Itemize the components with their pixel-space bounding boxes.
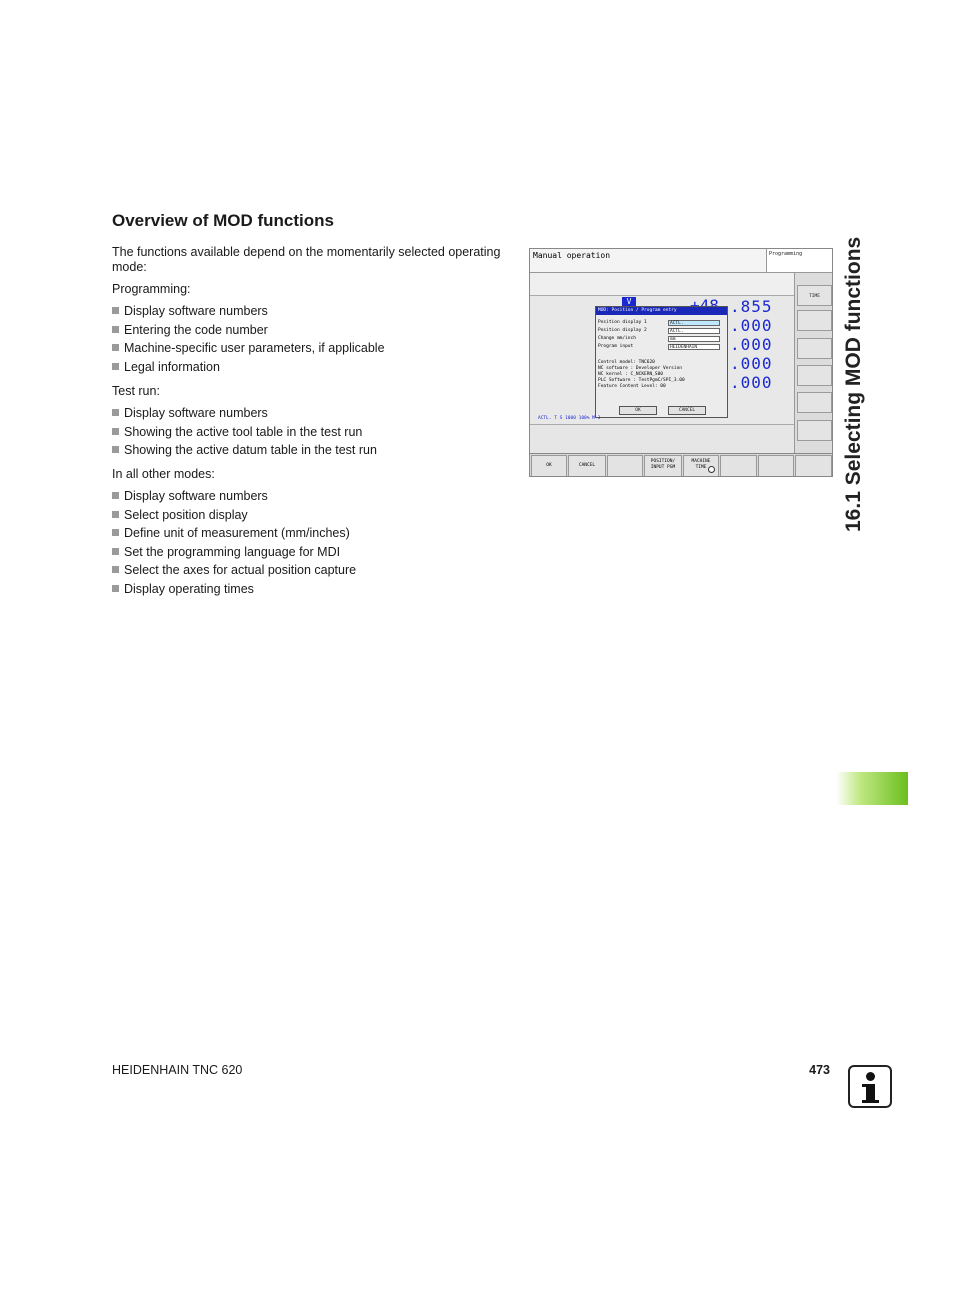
control-screenshot — [529, 248, 833, 477]
position-readout: .000 — [730, 335, 773, 354]
vertical-softkey[interactable] — [797, 310, 832, 331]
dialog-ok-button[interactable]: OK — [619, 406, 657, 415]
info-icon-stem — [866, 1084, 875, 1101]
info-line: Feature Content Level: 00 — [598, 384, 666, 389]
section-label-test-run: Test run: — [112, 384, 160, 398]
list-item: Define unit of measurement (mm/inches) — [112, 524, 356, 543]
position-readout: .000 — [730, 373, 773, 392]
bullet-square-icon — [112, 548, 119, 555]
field-label: Position display 2 — [598, 328, 647, 333]
section-heading: Overview of MOD functions — [112, 211, 334, 230]
empty-softkey[interactable] — [720, 455, 757, 477]
empty-softkey[interactable] — [795, 455, 832, 477]
info-line: NC kernel : C_NCKERN_S00 — [598, 372, 664, 377]
info-icon-base — [862, 1100, 879, 1103]
info-line: NC software : Developer Version — [598, 366, 682, 371]
info-icon-dot — [866, 1072, 875, 1081]
list-item: Display software numbers — [112, 302, 385, 321]
empty-softkey[interactable] — [758, 455, 794, 477]
bullet-square-icon — [112, 529, 119, 536]
chapter-tab-marker — [836, 772, 908, 805]
mod-dialog — [595, 306, 728, 418]
program-input-select[interactable]: HEIDENHAIN — [668, 344, 720, 350]
unit-select[interactable]: mm — [668, 336, 720, 342]
list-item: Select position display — [112, 506, 356, 525]
list-item: Display operating times — [112, 580, 356, 599]
softkey-line: MACHINE — [691, 459, 711, 464]
list-item: Set the programming language for MDI — [112, 543, 356, 562]
status-line: ACTL. T S 1000 100% M 3 — [538, 416, 601, 421]
position-display-2-select[interactable]: ACTL. — [668, 328, 720, 334]
programming-tab: Programming — [767, 249, 833, 273]
chapter-side-title: 16.1 Selecting MOD functions — [842, 236, 865, 532]
bullet-square-icon — [112, 326, 119, 333]
mode-title: Manual operation — [530, 249, 767, 273]
cancel-softkey[interactable]: CANCEL — [568, 455, 606, 477]
info-icon — [848, 1065, 892, 1108]
info-strip — [530, 273, 794, 296]
softkey-row — [530, 453, 833, 477]
axis-label: V — [622, 297, 636, 307]
test-run-list — [112, 404, 377, 460]
time-softkey[interactable]: TIME — [797, 285, 832, 306]
position-input-pgm-softkey[interactable] — [644, 455, 682, 477]
intro-text: The functions available depend on the momentarily selected operating mode: — [112, 245, 501, 274]
position-readout: .000 — [730, 354, 773, 373]
info-line: Control model: TNC620 — [598, 360, 655, 365]
bullet-square-icon — [112, 492, 119, 499]
list-item: Entering the code number — [112, 321, 385, 340]
ok-softkey[interactable]: OK — [531, 455, 567, 477]
softkey-line: TIME — [695, 465, 707, 470]
list-item: Display software numbers — [112, 487, 356, 506]
field-label: Change mm/inch — [598, 336, 636, 341]
machine-time-softkey[interactable] — [683, 455, 719, 477]
softkey-line: INPUT PGM — [650, 465, 676, 470]
vertical-softkey[interactable] — [797, 392, 832, 413]
vertical-softkey-column — [794, 273, 833, 453]
bullet-square-icon — [112, 344, 119, 351]
vertical-softkey[interactable] — [797, 338, 832, 359]
position-readout: .855 — [730, 297, 773, 316]
bullet-square-icon — [112, 428, 119, 435]
vertical-softkey[interactable] — [797, 365, 832, 386]
list-item: Showing the active tool table in the test run — [112, 423, 377, 442]
bullet-square-icon — [112, 409, 119, 416]
field-label: Program input — [598, 344, 634, 349]
page-number: 473 — [809, 1063, 830, 1077]
bullet-square-icon — [112, 566, 119, 573]
section-label-other-modes: In all other modes: — [112, 467, 215, 481]
status-area — [530, 424, 794, 453]
empty-softkey[interactable] — [607, 455, 643, 477]
position-readout: .000 — [730, 316, 773, 335]
bullet-square-icon — [112, 307, 119, 314]
gear-icon — [708, 466, 715, 473]
footer-product: HEIDENHAIN TNC 620 — [112, 1063, 243, 1077]
vertical-softkey[interactable] — [797, 420, 832, 441]
list-item: Display software numbers — [112, 404, 377, 423]
dialog-cancel-button[interactable]: CANCEL — [668, 406, 706, 415]
info-line: PLC Software : TestPgmC/SPI_3.00 — [598, 378, 685, 383]
programming-list — [112, 302, 385, 376]
field-label: Position display 1 — [598, 320, 647, 325]
section-label-programming: Programming: — [112, 282, 191, 296]
other-modes-list — [112, 487, 356, 599]
list-item: Legal information — [112, 358, 385, 377]
bullet-square-icon — [112, 511, 119, 518]
softkey-line: POSITION/ — [650, 459, 676, 464]
position-display-1-select[interactable]: ACTL. — [668, 320, 720, 326]
list-item: Select the axes for actual position capture — [112, 561, 356, 580]
bullet-square-icon — [112, 363, 119, 370]
dialog-title: MOD: Position / Program entry — [596, 307, 727, 315]
bullet-square-icon — [112, 585, 119, 592]
list-item: Showing the active datum table in the test run — [112, 441, 377, 460]
list-item: Machine-specific user parameters, if applicable — [112, 339, 385, 358]
bullet-square-icon — [112, 446, 119, 453]
